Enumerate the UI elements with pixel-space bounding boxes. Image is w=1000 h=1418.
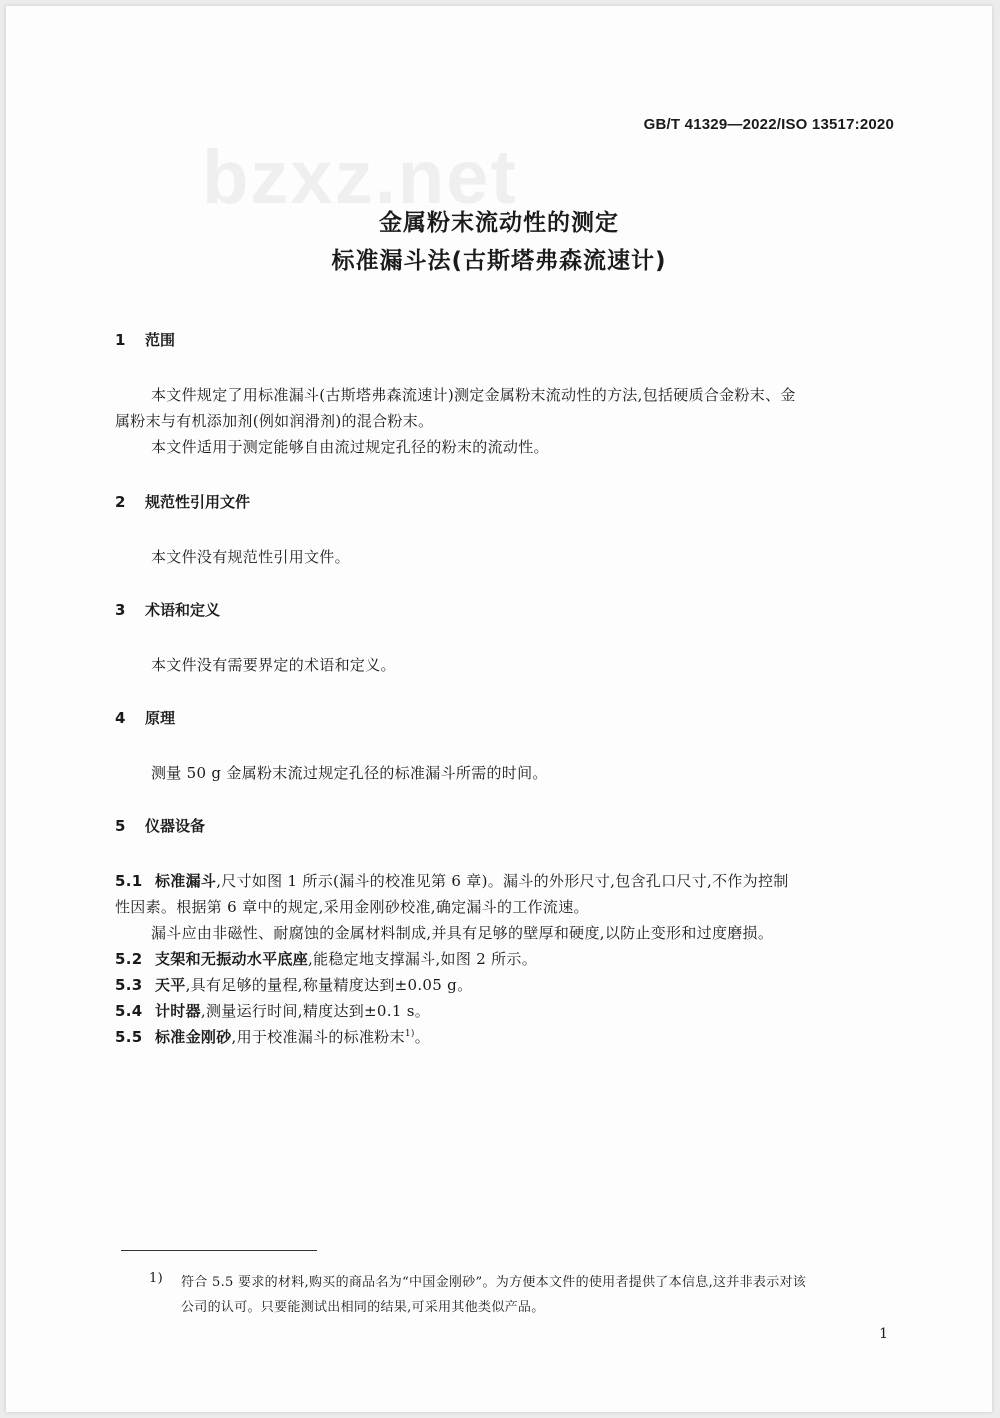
section-title: 原理 [145, 709, 176, 727]
section-title: 术语和定义 [145, 601, 221, 619]
watermark-text: bzxz.net [202, 135, 518, 220]
subclause-text: ,测量运行时间,精度达到±0.1 s。 [200, 1002, 431, 1020]
footnote-line: 符合 5.5 要求的材料,购买的商品名为“中国金刚砂”。为方便本文件的使用者提供了本信息,这并非表示对该 [181, 1275, 807, 1290]
section-number: 1 [115, 331, 126, 349]
paragraph-line: 本文件适用于测定能够自由流过规定孔径的粉末的流动性。 [151, 438, 549, 456]
subclause-term: 支架和无振动水平底座 [155, 950, 309, 968]
subclause-text: ,具有足够的量程,称量精度达到±0.05 g。 [185, 976, 473, 994]
subclause-term: 计时器 [155, 1002, 201, 1020]
subclause-5-4 [115, 1000, 430, 1021]
subclause-5-3 [115, 974, 472, 995]
section-number: 3 [115, 601, 126, 619]
standard-code: GB/T 41329—2022/ISO 13517:2020 [643, 116, 894, 133]
subclause-number: 5.1 [115, 872, 143, 890]
section-heading-principle [115, 707, 175, 728]
subclause-number: 5.2 [115, 950, 143, 968]
document-title-line1: 金属粉末流动性的测定 [379, 210, 619, 236]
subclause-text: ,能稳定地支撑漏斗,如图 2 所示。 [308, 950, 538, 968]
subclause-5-1 [115, 870, 789, 891]
section-title: 仪器设备 [145, 817, 206, 835]
footnote-reference[interactable]: 1) [404, 1029, 415, 1039]
subclause-number: 5.4 [115, 1002, 143, 1020]
section-number: 2 [115, 493, 126, 511]
subclause-text-end: 。 [414, 1028, 431, 1046]
subclause-number: 5.3 [115, 976, 143, 994]
subclause-term: 标准金刚砂 [155, 1028, 232, 1046]
subclause-term: 天平 [155, 976, 186, 994]
subclause-text: ,尺寸如图 1 所示(漏斗的校准见第 6 章)。漏斗的外形尺寸,包含孔口尺寸,不作为控制 [216, 872, 789, 890]
paragraph-line: 测量 50 g 金属粉末流过规定孔径的标准漏斗所需的时间。 [151, 764, 548, 782]
footnote-divider [121, 1250, 317, 1251]
document-title-line2: 标准漏斗法(古斯塔弗森流速计) [331, 248, 667, 274]
section-heading-apparatus [115, 815, 205, 836]
section-number: 4 [115, 709, 126, 727]
page-number: 1 [879, 1326, 888, 1342]
paragraph-line: 本文件规定了用标准漏斗(古斯塔弗森流速计)测定金属粉末流动性的方法,包括硬质合金粉末、金 [151, 386, 796, 404]
paragraph-line: 属粉末与有机添加剂(例如润滑剂)的混合粉末。 [115, 412, 434, 430]
document-page [6, 6, 992, 1412]
section-heading-normative-references [115, 491, 250, 512]
footnote-mark: 1) [149, 1271, 163, 1286]
section-title: 范围 [145, 331, 176, 349]
section-title: 规范性引用文件 [145, 493, 251, 511]
paragraph-line: 本文件没有规范性引用文件。 [151, 548, 350, 566]
paragraph-line: 性因素。根据第 6 章中的规定,采用金刚砂校准,确定漏斗的工作流速。 [115, 898, 589, 916]
section-number: 5 [115, 817, 126, 835]
footnote-line: 公司的认可。只要能测试出相同的结果,可采用其他类似产品。 [181, 1300, 545, 1315]
section-heading-scope [115, 329, 175, 350]
subclause-term: 标准漏斗 [155, 872, 217, 890]
subclause-number: 5.5 [115, 1028, 143, 1046]
section-heading-terms [115, 599, 220, 620]
paragraph-line: 本文件没有需要界定的术语和定义。 [151, 656, 396, 674]
subclause-text: ,用于校准漏斗的标准粉末 [231, 1028, 405, 1046]
subclause-5-5 [115, 1026, 430, 1047]
subclause-5-2 [115, 948, 537, 969]
paragraph-line: 漏斗应由非磁性、耐腐蚀的金属材料制成,并具有足够的壁厚和硬度,以防止变形和过度磨损。 [151, 924, 774, 942]
